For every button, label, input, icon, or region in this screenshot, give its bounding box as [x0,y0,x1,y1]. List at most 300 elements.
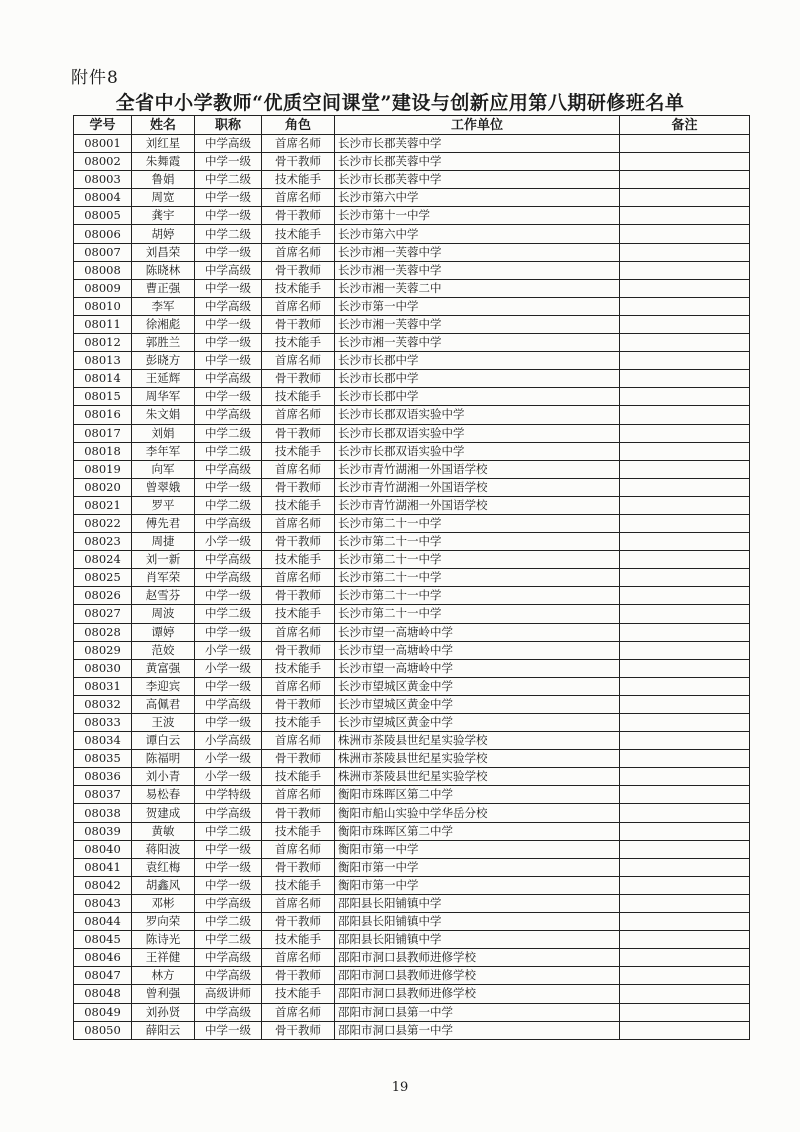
work-unit-cell: 衡阳市船山实验中学华岳分校 [335,804,620,822]
name-cell: 刘娟 [132,424,195,442]
role-cell: 首席名师 [262,460,335,478]
remarks-cell [620,243,750,261]
table-row [74,985,750,1003]
table-row [74,551,750,569]
remarks-cell [620,659,750,677]
student-id-cell: 08039 [74,822,132,840]
role-cell: 骨干教师 [262,533,335,551]
title-cell: 中学高级 [195,949,262,967]
table-row [74,207,750,225]
remarks-cell [620,261,750,279]
name-cell: 谭婷 [132,623,195,641]
role-cell: 骨干教师 [262,641,335,659]
name-cell: 肖军荣 [132,569,195,587]
work-unit-cell: 长沙市湘一芙蓉中学 [335,334,620,352]
title-cell: 中学一级 [195,840,262,858]
remarks-cell [620,641,750,659]
title-cell: 中学一级 [195,315,262,333]
student-id-cell: 08045 [74,931,132,949]
role-cell: 骨干教师 [262,804,335,822]
roster-table [73,115,750,1040]
student-id-cell: 08044 [74,913,132,931]
role-cell: 技术能手 [262,876,335,894]
work-unit-cell: 邵阳县长阳铺镇中学 [335,931,620,949]
table-row [74,279,750,297]
remarks-cell [620,225,750,243]
table-row [74,514,750,532]
name-cell: 李迎宾 [132,677,195,695]
title-cell: 中学一级 [195,587,262,605]
work-unit-cell: 长沙市湘一芙蓉中学 [335,243,620,261]
remarks-cell [620,714,750,732]
role-cell: 首席名师 [262,243,335,261]
remarks-cell [620,551,750,569]
remarks-cell [620,858,750,876]
title-cell: 中学高级 [195,551,262,569]
name-cell: 王延辉 [132,370,195,388]
name-cell: 胡婷 [132,225,195,243]
table-row [74,533,750,551]
student-id-cell: 08038 [74,804,132,822]
table-row [74,153,750,171]
name-cell: 朱舞霞 [132,153,195,171]
title-cell: 小学一级 [195,750,262,768]
work-unit-cell: 长沙市望城区黄金中学 [335,695,620,713]
work-unit-cell: 长沙市第二十一中学 [335,587,620,605]
remarks-cell [620,352,750,370]
remarks-cell [620,822,750,840]
work-unit-cell: 长沙市第二十一中学 [335,605,620,623]
title-cell: 中学一级 [195,207,262,225]
table-row [74,478,750,496]
role-cell: 首席名师 [262,135,335,153]
work-unit-cell: 长沙市望城区黄金中学 [335,677,620,695]
table-row [74,876,750,894]
role-cell: 技术能手 [262,496,335,514]
table-row [74,171,750,189]
role-cell: 骨干教师 [262,424,335,442]
attachment-label: 附件8 [71,68,119,88]
name-cell: 刘小青 [132,768,195,786]
role-cell: 技术能手 [262,659,335,677]
student-id-cell: 08005 [74,207,132,225]
table-row [74,460,750,478]
role-cell: 首席名师 [262,949,335,967]
table-row [74,1003,750,1021]
remarks-cell [620,732,750,750]
title-cell: 中学二级 [195,822,262,840]
role-cell: 骨干教师 [262,1021,335,1039]
table-row [74,623,750,641]
title-cell: 中学二级 [195,171,262,189]
table-row [74,225,750,243]
role-cell: 骨干教师 [262,315,335,333]
student-id-cell: 08029 [74,641,132,659]
student-id-cell: 08021 [74,496,132,514]
title-cell: 小学高级 [195,732,262,750]
student-id-cell: 08002 [74,153,132,171]
work-unit-cell: 邵阳县长阳铺镇中学 [335,913,620,931]
name-cell: 王波 [132,714,195,732]
work-unit-cell: 邵阳县长阳铺镇中学 [335,894,620,912]
role-cell: 首席名师 [262,406,335,424]
work-unit-cell: 长沙市望一高塘岭中学 [335,641,620,659]
role-cell: 技术能手 [262,714,335,732]
work-unit-cell: 衡阳市珠晖区第二中学 [335,822,620,840]
roster-body [74,135,750,1040]
remarks-cell [620,1021,750,1039]
work-unit-cell: 长沙市青竹湖湘一外国语学校 [335,460,620,478]
name-cell: 彭晓方 [132,352,195,370]
name-cell: 高佩君 [132,695,195,713]
role-cell: 首席名师 [262,840,335,858]
role-cell: 首席名师 [262,677,335,695]
table-row [74,442,750,460]
title-cell: 中学二级 [195,931,262,949]
table-row [74,768,750,786]
title-cell: 中学一级 [195,1021,262,1039]
table-row [74,750,750,768]
table-row [74,913,750,931]
name-cell: 刘昌荣 [132,243,195,261]
work-unit-cell: 长沙市第一中学 [335,297,620,315]
name-cell: 陈福明 [132,750,195,768]
remarks-cell [620,279,750,297]
table-row [74,732,750,750]
remarks-cell [620,442,750,460]
title-cell: 中学高级 [195,804,262,822]
title-cell: 小学一级 [195,641,262,659]
table-row [74,315,750,333]
remarks-cell [620,695,750,713]
work-unit-cell: 长沙市长郡中学 [335,370,620,388]
table-row [74,135,750,153]
header-work-unit: 工作单位 [335,116,620,135]
role-cell: 首席名师 [262,514,335,532]
table-row [74,406,750,424]
remarks-cell [620,189,750,207]
student-id-cell: 08047 [74,967,132,985]
table-row [74,370,750,388]
table-row [74,496,750,514]
remarks-cell [620,478,750,496]
name-cell: 罗平 [132,496,195,514]
title-cell: 中学一级 [195,623,262,641]
student-id-cell: 08012 [74,334,132,352]
title-cell: 中学一级 [195,478,262,496]
name-cell: 罗向荣 [132,913,195,931]
title-cell: 小学一级 [195,768,262,786]
title-cell: 中学高级 [195,135,262,153]
work-unit-cell: 长沙市第二十一中学 [335,514,620,532]
work-unit-cell: 长沙市湘一芙蓉中学 [335,315,620,333]
work-unit-cell: 长沙市第二十一中学 [335,551,620,569]
role-cell: 技术能手 [262,171,335,189]
student-id-cell: 08048 [74,985,132,1003]
work-unit-cell: 衡阳市第一中学 [335,876,620,894]
name-cell: 郭胜兰 [132,334,195,352]
student-id-cell: 08001 [74,135,132,153]
remarks-cell [620,153,750,171]
role-cell: 骨干教师 [262,587,335,605]
remarks-cell [620,949,750,967]
remarks-cell [620,496,750,514]
title-cell: 中学一级 [195,153,262,171]
role-cell: 技术能手 [262,551,335,569]
work-unit-cell: 长沙市第二十一中学 [335,569,620,587]
title-cell: 小学一级 [195,533,262,551]
work-unit-cell: 长沙市第六中学 [335,189,620,207]
role-cell: 骨干教师 [262,478,335,496]
work-unit-cell: 长沙市长郡双语实验中学 [335,442,620,460]
header-role: 角色 [262,116,335,135]
remarks-cell [620,406,750,424]
student-id-cell: 08009 [74,279,132,297]
work-unit-cell: 长沙市青竹湖湘一外国语学校 [335,478,620,496]
title-cell: 中学高级 [195,967,262,985]
remarks-cell [620,334,750,352]
student-id-cell: 08024 [74,551,132,569]
title-cell: 中学高级 [195,460,262,478]
work-unit-cell: 株洲市茶陵县世纪星实验学校 [335,768,620,786]
work-unit-cell: 长沙市望一高塘岭中学 [335,659,620,677]
remarks-cell [620,388,750,406]
table-row [74,949,750,967]
role-cell: 首席名师 [262,732,335,750]
work-unit-cell: 长沙市长郡中学 [335,388,620,406]
role-cell: 骨干教师 [262,913,335,931]
name-cell: 邓彬 [132,894,195,912]
remarks-cell [620,894,750,912]
student-id-cell: 08006 [74,225,132,243]
table-row [74,352,750,370]
remarks-cell [620,315,750,333]
name-cell: 胡鑫风 [132,876,195,894]
title-cell: 小学一级 [195,659,262,677]
remarks-cell [620,569,750,587]
remarks-cell [620,804,750,822]
name-cell: 曾利强 [132,985,195,1003]
student-id-cell: 08023 [74,533,132,551]
student-id-cell: 08036 [74,768,132,786]
table-row [74,822,750,840]
student-id-cell: 08025 [74,569,132,587]
student-id-cell: 08015 [74,388,132,406]
role-cell: 技术能手 [262,768,335,786]
name-cell: 周华军 [132,388,195,406]
title-cell: 中学高级 [195,370,262,388]
student-id-cell: 08010 [74,297,132,315]
table-row [74,424,750,442]
table-row [74,189,750,207]
name-cell: 傅先君 [132,514,195,532]
work-unit-cell: 株洲市茶陵县世纪星实验学校 [335,732,620,750]
work-unit-cell: 长沙市长郡双语实验中学 [335,424,620,442]
student-id-cell: 08049 [74,1003,132,1021]
remarks-cell [620,786,750,804]
title-cell: 中学二级 [195,496,262,514]
student-id-cell: 08050 [74,1021,132,1039]
work-unit-cell: 长沙市第六中学 [335,225,620,243]
remarks-cell [620,840,750,858]
name-cell: 向军 [132,460,195,478]
student-id-cell: 08017 [74,424,132,442]
student-id-cell: 08020 [74,478,132,496]
remarks-cell [620,677,750,695]
name-cell: 陈诗光 [132,931,195,949]
table-row [74,587,750,605]
remarks-cell [620,171,750,189]
table-row [74,388,750,406]
work-unit-cell: 长沙市长郡双语实验中学 [335,406,620,424]
student-id-cell: 08042 [74,876,132,894]
name-cell: 蒋阳波 [132,840,195,858]
work-unit-cell: 邵阳市洞口县教师进修学校 [335,985,620,1003]
title-cell: 中学二级 [195,424,262,442]
role-cell: 骨干教师 [262,153,335,171]
table-row [74,858,750,876]
name-cell: 周波 [132,605,195,623]
table-row [74,786,750,804]
student-id-cell: 08016 [74,406,132,424]
table-row [74,659,750,677]
student-id-cell: 08041 [74,858,132,876]
role-cell: 技术能手 [262,225,335,243]
remarks-cell [620,913,750,931]
remarks-cell [620,1003,750,1021]
name-cell: 黄敏 [132,822,195,840]
name-cell: 曹正强 [132,279,195,297]
title-cell: 中学一级 [195,334,262,352]
role-cell: 骨干教师 [262,967,335,985]
student-id-cell: 08034 [74,732,132,750]
work-unit-cell: 邵阳市洞口县教师进修学校 [335,949,620,967]
student-id-cell: 08022 [74,514,132,532]
table-row [74,1021,750,1039]
table-row [74,695,750,713]
title-cell: 中学特级 [195,786,262,804]
remarks-cell [620,370,750,388]
role-cell: 首席名师 [262,352,335,370]
table-row [74,605,750,623]
remarks-cell [620,876,750,894]
role-cell: 技术能手 [262,388,335,406]
role-cell: 首席名师 [262,189,335,207]
remarks-cell [620,750,750,768]
remarks-cell [620,931,750,949]
remarks-cell [620,207,750,225]
name-cell: 徐湘彪 [132,315,195,333]
role-cell: 首席名师 [262,1003,335,1021]
title-cell: 中学高级 [195,894,262,912]
title-cell: 高级讲师 [195,985,262,1003]
role-cell: 技术能手 [262,985,335,1003]
work-unit-cell: 长沙市湘一芙蓉中学 [335,261,620,279]
name-cell: 朱文娟 [132,406,195,424]
title-cell: 中学一级 [195,714,262,732]
name-cell: 李年军 [132,442,195,460]
table-row [74,261,750,279]
name-cell: 鲁娟 [132,171,195,189]
work-unit-cell: 衡阳市珠晖区第二中学 [335,786,620,804]
work-unit-cell: 长沙市第二十一中学 [335,533,620,551]
name-cell: 谭白云 [132,732,195,750]
work-unit-cell: 衡阳市第一中学 [335,858,620,876]
name-cell: 刘红星 [132,135,195,153]
header-name: 姓名 [132,116,195,135]
work-unit-cell: 邵阳市洞口县第一中学 [335,1003,620,1021]
role-cell: 技术能手 [262,442,335,460]
student-id-cell: 08027 [74,605,132,623]
remarks-cell [620,514,750,532]
student-id-cell: 08004 [74,189,132,207]
work-unit-cell: 长沙市望一高塘岭中学 [335,623,620,641]
name-cell: 王祥健 [132,949,195,967]
header-remarks: 备注 [620,116,750,135]
title-cell: 中学二级 [195,605,262,623]
name-cell: 薛阳云 [132,1021,195,1039]
student-id-cell: 08031 [74,677,132,695]
student-id-cell: 08026 [74,587,132,605]
name-cell: 陈晓林 [132,261,195,279]
role-cell: 骨干教师 [262,695,335,713]
remarks-cell [620,135,750,153]
remarks-cell [620,424,750,442]
work-unit-cell: 长沙市长郡芙蓉中学 [335,153,620,171]
work-unit-cell: 衡阳市第一中学 [335,840,620,858]
name-cell: 贺建成 [132,804,195,822]
student-id-cell: 08030 [74,659,132,677]
role-cell: 技术能手 [262,931,335,949]
role-cell: 首席名师 [262,894,335,912]
remarks-cell [620,768,750,786]
name-cell: 袁红梅 [132,858,195,876]
table-row [74,840,750,858]
table-row [74,297,750,315]
title-cell: 中学高级 [195,297,262,315]
student-id-cell: 08013 [74,352,132,370]
title-cell: 中学一级 [195,243,262,261]
title-cell: 中学一级 [195,858,262,876]
role-cell: 骨干教师 [262,261,335,279]
student-id-cell: 08014 [74,370,132,388]
title-cell: 中学一级 [195,189,262,207]
title-cell: 中学高级 [195,261,262,279]
title-cell: 中学一级 [195,279,262,297]
remarks-cell [620,587,750,605]
work-unit-cell: 长沙市第十一中学 [335,207,620,225]
title-cell: 中学一级 [195,388,262,406]
header-title: 职称 [195,116,262,135]
table-row [74,677,750,695]
remarks-cell [620,985,750,1003]
page-number: 19 [391,1080,409,1095]
role-cell: 技术能手 [262,605,335,623]
role-cell: 首席名师 [262,297,335,315]
student-id-cell: 08037 [74,786,132,804]
name-cell: 范姣 [132,641,195,659]
header-student-id: 学号 [74,116,132,135]
remarks-cell [620,967,750,985]
student-id-cell: 08035 [74,750,132,768]
title-cell: 中学高级 [195,695,262,713]
title-cell: 中学高级 [195,406,262,424]
table-row [74,967,750,985]
role-cell: 骨干教师 [262,207,335,225]
name-cell: 周捷 [132,533,195,551]
student-id-cell: 08007 [74,243,132,261]
table-row [74,931,750,949]
